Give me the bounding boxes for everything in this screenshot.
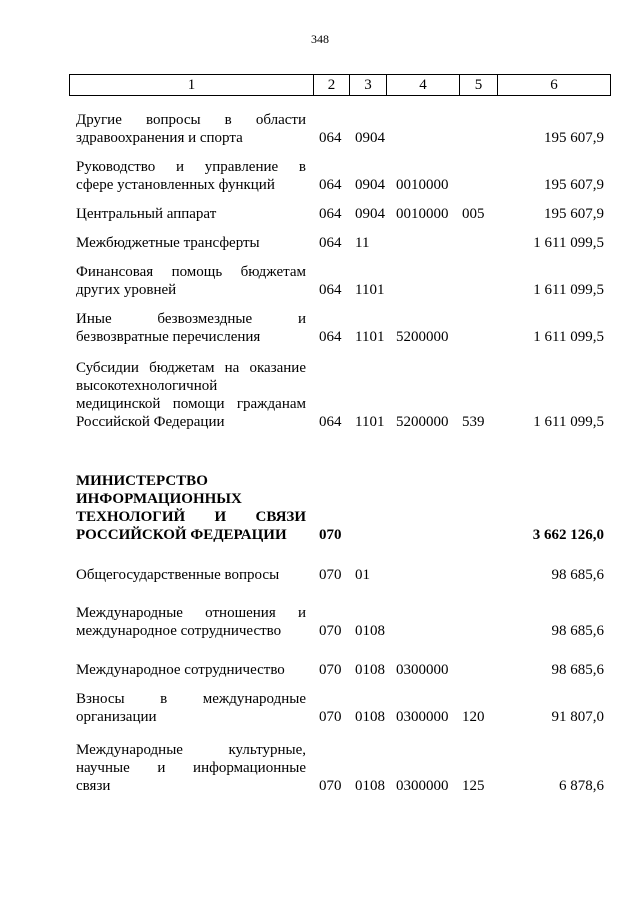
description-line: Взносы в международные xyxy=(76,691,306,707)
cell-c2: 070 xyxy=(319,567,342,583)
cell-c6: 3 662 126,0 xyxy=(532,527,604,543)
description-line: Международное сотрудничество xyxy=(76,662,285,678)
budget-row xyxy=(0,472,640,544)
cell-c6: 6 878,6 xyxy=(559,778,604,794)
cell-c3: 1101 xyxy=(355,414,385,430)
cell-c2: 064 xyxy=(319,177,342,193)
description-line: высокотехнологичной xyxy=(76,378,218,394)
cell-c3: 1101 xyxy=(355,282,385,298)
budget-row xyxy=(0,158,640,194)
cell-c2: 064 xyxy=(319,414,342,430)
cell-c6: 195 607,9 xyxy=(544,206,604,222)
cell-c4: 0300000 xyxy=(396,662,449,678)
cell-c2: 064 xyxy=(319,282,342,298)
description-line: Финансовая помощь бюджетам xyxy=(76,264,306,280)
cell-c5: 120 xyxy=(462,709,485,725)
cell-c4: 0010000 xyxy=(396,177,449,193)
row-description xyxy=(76,205,306,223)
cell-c6: 195 607,9 xyxy=(544,130,604,146)
cell-c3: 0108 xyxy=(355,662,385,678)
description-line: Субсидии бюджетам на оказание xyxy=(76,360,306,376)
row-description xyxy=(76,111,306,147)
budget-row xyxy=(0,741,640,795)
cell-c2: 070 xyxy=(319,662,342,678)
cell-c6: 195 607,9 xyxy=(544,177,604,193)
cell-c6: 98 685,6 xyxy=(551,623,604,639)
description-line: международное сотрудничество xyxy=(76,623,282,639)
row-description xyxy=(76,158,306,194)
description-line: здравоохранения и спорта xyxy=(76,130,243,146)
description-line: Руководство и управление в xyxy=(76,159,306,175)
row-description xyxy=(76,604,306,640)
budget-row xyxy=(0,111,640,147)
budget-row xyxy=(0,690,640,726)
cell-c5: 005 xyxy=(462,206,485,222)
column-header-4: 4 xyxy=(387,75,460,96)
cell-c4: 0300000 xyxy=(396,778,449,794)
description-line: ИНФОРМАЦИОННЫХ xyxy=(76,491,242,507)
row-description xyxy=(76,359,306,431)
description-line: Международные культурные, xyxy=(76,742,306,758)
description-line: медицинской помощи гражданам xyxy=(76,396,306,412)
cell-c3: 0108 xyxy=(355,778,385,794)
cell-c3: 1101 xyxy=(355,329,385,345)
cell-c6: 91 807,0 xyxy=(551,709,604,725)
cell-c4: 0300000 xyxy=(396,709,449,725)
description-line: Общегосударственные вопросы xyxy=(76,567,280,583)
budget-row xyxy=(0,263,640,299)
budget-row xyxy=(0,205,640,223)
cell-c3: 0108 xyxy=(355,709,385,725)
cell-c3: 0904 xyxy=(355,177,385,193)
row-description xyxy=(76,472,306,544)
row-description xyxy=(76,690,306,726)
column-header-5: 5 xyxy=(460,75,498,96)
cell-c5: 539 xyxy=(462,414,485,430)
cell-c2: 064 xyxy=(319,329,342,345)
description-line: ТЕХНОЛОГИЙ И СВЯЗИ xyxy=(76,509,306,525)
cell-c6: 1 611 099,5 xyxy=(533,414,604,430)
budget-row xyxy=(0,310,640,346)
row-description xyxy=(76,741,306,795)
cell-c6: 98 685,6 xyxy=(551,567,604,583)
cell-c4: 5200000 xyxy=(396,329,449,345)
description-line: научные и информационные xyxy=(76,760,306,776)
cell-c2: 070 xyxy=(319,778,342,794)
description-line: безвозвратные перечисления xyxy=(76,329,261,345)
cell-c6: 1 611 099,5 xyxy=(533,329,604,345)
cell-c3: 0904 xyxy=(355,130,385,146)
column-header-6: 6 xyxy=(498,75,611,96)
cell-c3: 0904 xyxy=(355,206,385,222)
row-description xyxy=(76,661,306,679)
budget-row xyxy=(0,661,640,679)
budget-row xyxy=(0,604,640,640)
cell-c2: 064 xyxy=(319,235,342,251)
description-line: организации xyxy=(76,709,157,725)
budget-row xyxy=(0,359,640,431)
description-line: МИНИСТЕРСТВО xyxy=(76,473,208,489)
cell-c2: 064 xyxy=(319,130,342,146)
cell-c6: 98 685,6 xyxy=(551,662,604,678)
cell-c2: 070 xyxy=(319,623,342,639)
page-number: 348 xyxy=(311,32,329,46)
description-line: Иные безвозмездные и xyxy=(76,311,306,327)
description-line: Другие вопросы в области xyxy=(76,112,306,128)
cell-c4: 0010000 xyxy=(396,206,449,222)
budget-row xyxy=(0,566,640,584)
row-description xyxy=(76,566,306,584)
description-line: сфере установленных функций xyxy=(76,177,275,193)
column-header-1: 1 xyxy=(70,75,314,96)
cell-c5: 125 xyxy=(462,778,485,794)
description-line: РОССИЙСКОЙ ФЕДЕРАЦИИ xyxy=(76,527,287,543)
description-line: Российской Федерации xyxy=(76,414,225,430)
description-line: Международные отношения и xyxy=(76,605,306,621)
cell-c4: 5200000 xyxy=(396,414,449,430)
row-description xyxy=(76,234,306,252)
cell-c3: 11 xyxy=(355,235,370,251)
row-description xyxy=(76,263,306,299)
cell-c3: 01 xyxy=(355,567,370,583)
column-header-2: 2 xyxy=(314,75,350,96)
cell-c2: 070 xyxy=(319,709,342,725)
budget-row xyxy=(0,234,640,252)
description-line: Центральный аппарат xyxy=(76,206,217,222)
description-line: Межбюджетные трансферты xyxy=(76,235,260,251)
column-header-3: 3 xyxy=(350,75,387,96)
cell-c3: 0108 xyxy=(355,623,385,639)
cell-c6: 1 611 099,5 xyxy=(533,235,604,251)
row-description xyxy=(76,310,306,346)
cell-c6: 1 611 099,5 xyxy=(533,282,604,298)
cell-c2: 064 xyxy=(319,206,342,222)
cell-c2: 070 xyxy=(319,527,342,543)
description-line: связи xyxy=(76,778,111,794)
description-line: других уровней xyxy=(76,282,177,298)
